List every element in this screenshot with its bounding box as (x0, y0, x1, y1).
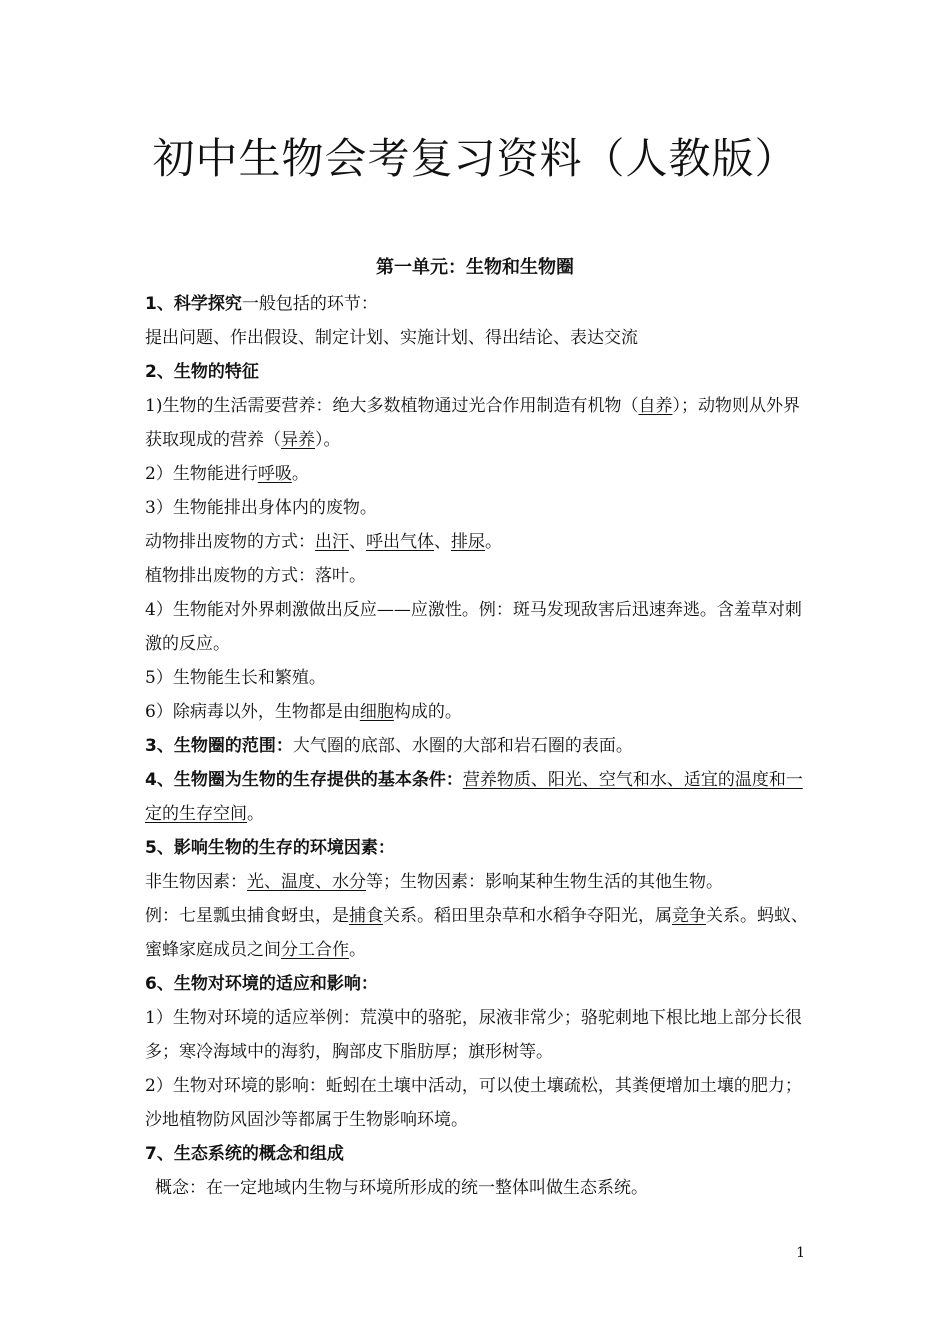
section-2-item-2: 2）生物能进行呼吸。 (145, 464, 309, 484)
unit-heading: 第一单元：生物和生物圈 (376, 257, 574, 278)
section-1-steps: 提出问题、作出假设、制定计划、实施计划、得出结论、表达交流 (145, 328, 638, 348)
plant-excretion-line: 植物排出废物的方式：落叶。 (145, 566, 366, 586)
page-number: 1 (796, 1245, 805, 1261)
section-7-concept: 概念：在一定地域内生物与环境所形成的统一整体叫做生态系统。 (155, 1178, 648, 1198)
document-title: 初中生物会考复习资料（人教版） (152, 134, 798, 183)
section-2-item-3: 3）生物能排出身体内的废物。 (145, 498, 377, 518)
section-6-heading: 6、生物对环境的适应和影响： (145, 974, 378, 994)
section-6-item-1: 1）生物对环境的适应举例：荒漠中的骆驼，尿液非常少；骆驼刺地下根比地上部分长很多；寒冷海域中的海豹，胸部皮下脂肪厚；旗形树等。 (145, 1008, 802, 1062)
section-2-heading: 2、生物的特征 (145, 362, 259, 382)
section-1-heading: 1、科学探究一般包括的环节： (145, 294, 378, 314)
section-2-item-4: 4）生物能对外界刺激做出反应——应激性。例：斑马发现敌害后迅速奔逃。含羞草对刺激的反应。 (145, 600, 802, 654)
section-2-item-1: 1)生物的生活需要营养：绝大多数植物通过光合作用制造有机物（自养）；动物则从外界获取现成的营养（异养）。 (145, 396, 800, 450)
section-5-heading: 5、影响生物的生存的环境因素： (145, 838, 395, 858)
section-3: 3、生物圈的范围：大气圈的底部、水圈的大部和岩石圈的表面。 (145, 736, 633, 756)
section-2-item-5: 5）生物能生长和繁殖。 (145, 668, 326, 688)
document-body (145, 287, 810, 1205)
section-7-heading: 7、生态系统的概念和组成 (145, 1144, 344, 1164)
section-2-item-6: 6）除病毒以外，生物都是由细胞构成的。 (145, 702, 462, 722)
section-4: 4、生物圈为生物的生存提供的基本条件：营养物质、阳光、空气和水、适宜的温度和一定的生存空间。 (145, 770, 803, 824)
section-5-factors: 非生物因素：光、温度、水分等；生物因素：影响某种生物生活的其他生物。 (145, 872, 723, 892)
section-6-item-2: 2）生物对环境的影响：蚯蚓在土壤中活动，可以使土壤疏松，其粪便增加土壤的肥力；沙地植物防风固沙等都属于生物影响环境。 (145, 1076, 802, 1130)
section-5-examples: 例：七星瓢虫捕食蚜虫，是捕食关系。稻田里杂草和水稻争夺阳光，属竞争关系。蚂蚁、蜜蜂家庭成员之间分工合作。 (145, 906, 808, 960)
animal-excretion-line: 动物排出废物的方式：出汗、呼出气体、排尿。 (145, 532, 502, 552)
